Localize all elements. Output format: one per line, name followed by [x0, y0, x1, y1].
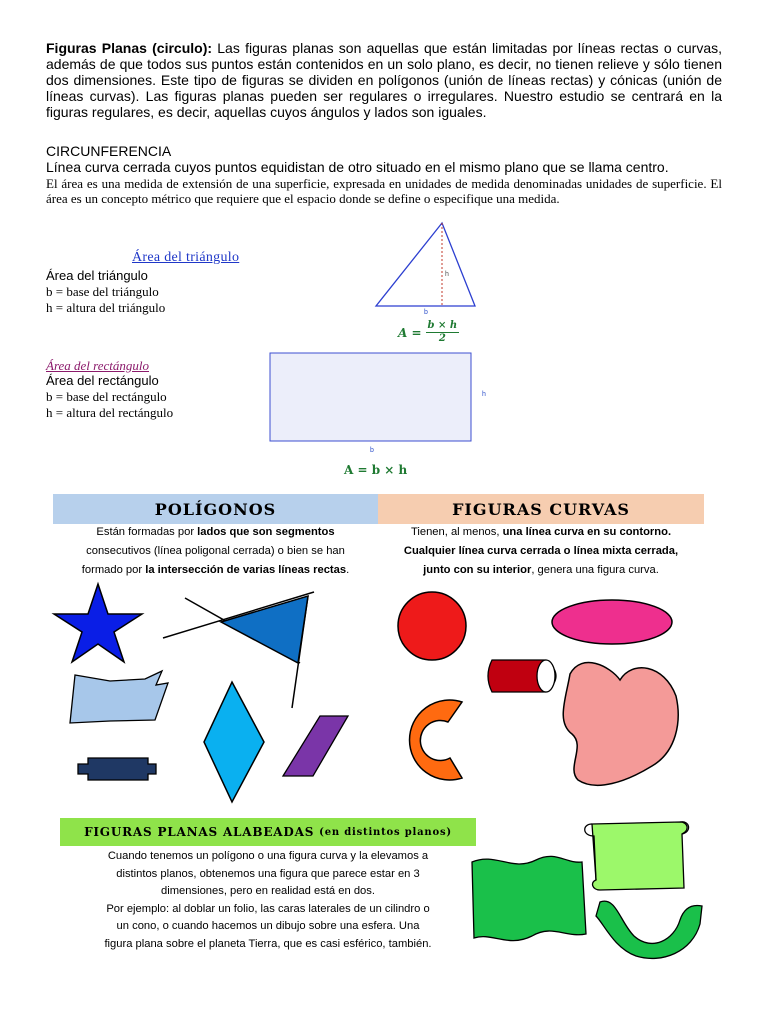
alabeadas-line6: figura plana sobre el planeta Tierra, que es casi esférico, también.: [104, 937, 432, 950]
polygons-illustration: [50, 578, 380, 808]
rectangle-formula: A = b × h: [344, 463, 408, 477]
intro-text: Las figuras planas son aquellas que están limitadas por líneas rectas o curvas, además de que todos sus puntos están contenidos en un solo plano, es decir, no tienen relieve y sólo tienen dos dimensiones. Este tipo de figuras se dividen en polígonos (unión de líneas rectas) y cónicas (unión de líneas curvas). Las figuras planas pueden ser regulares o irregulares. Nuestro estudio se centrará en la figuras regulares, es decir, aquellas cuyos ángulos y lados son iguales.: [46, 40, 722, 120]
curved-ribbon-shape: [596, 901, 702, 958]
curvas-banner: FIGURAS CURVAS: [378, 494, 704, 524]
rectangle-shape: [270, 353, 471, 441]
triangle-figure: [370, 218, 480, 318]
triangle-area-title: Área del triángulo: [132, 250, 240, 265]
intro-paragraph: [46, 40, 722, 120]
rectangle-legend: [46, 373, 173, 421]
triangle-formula-num: b × h: [427, 320, 458, 331]
rectangle-legend-line2: b = base del rectángulo: [46, 389, 167, 404]
triangle-legend: [46, 268, 165, 316]
alabeadas-line5: un cono, o cuando hacemos un dibujo sobre una esfera. Una: [116, 920, 420, 932]
blue-triangle-shape: [221, 596, 308, 663]
triangle-formula-fraction: [426, 320, 460, 345]
ellipse-shape: [552, 600, 672, 644]
curvas-desc-text: Tienen, al menos,: [410, 526, 503, 538]
alabeadas-line4: Por ejemplo: al doblar un folio, las caras laterales de un cilindro o: [106, 902, 430, 915]
warped-figures-illustration: [466, 812, 716, 962]
curvas-description: [378, 523, 704, 580]
star-shape: [54, 584, 142, 662]
alabeadas-banner: [60, 818, 476, 846]
arc-ring-shape: [410, 700, 462, 780]
poligonos-description: [53, 523, 378, 580]
circunferencia-heading: CIRCUNFERENCIA: [46, 143, 172, 159]
curvas-desc-bold: una línea curva en su contorno.: [502, 526, 672, 538]
curvas-desc-line3b: , genera una figura curva.: [531, 564, 659, 576]
intro-title: Figuras Planas (circulo):: [46, 40, 213, 56]
alabeadas-line1: Cuando tenemos un polígono o una figura curva y la elevamos a: [107, 850, 429, 862]
poligonos-desc-line3c: .: [346, 564, 350, 576]
rectangle-label-b: b: [370, 447, 374, 454]
triangle-label-h: h: [445, 271, 449, 278]
curvas-desc-line2: Cualquier línea curva cerrada o línea mixta cerrada,: [403, 545, 679, 557]
curved-figures-illustration: [380, 582, 710, 812]
cylinder-end-shape: [537, 660, 555, 692]
alabeadas-banner-sub: (en distintos planos): [319, 826, 452, 838]
poligonos-desc-line3b: la intersección de varias líneas rectas: [145, 564, 347, 576]
rhombus-shape: [204, 682, 264, 802]
scroll-shape: [592, 822, 687, 890]
circunferencia-section: [46, 143, 722, 175]
triangle-formula-den: 2: [438, 333, 446, 344]
alabeadas-line2: distintos planos, obtenemos una figura que parece estar en 3: [116, 867, 420, 880]
triangle-formula: [398, 320, 459, 345]
triangle-formula-lhs: A =: [398, 325, 422, 340]
poligonos-desc-line2: consecutivos (línea poligonal cerrada) o bien se han: [86, 545, 345, 557]
rectangle-label-h: h: [482, 391, 486, 398]
alabeadas-description: [50, 848, 486, 953]
curvas-desc-line3a: junto con su interior: [423, 564, 532, 576]
alabeadas-banner-main: FIGURAS PLANAS ALABEADAS: [84, 825, 315, 839]
poligonos-desc-text: Están formadas por: [96, 526, 198, 538]
triangle-label-b: b: [424, 309, 428, 316]
triangle-legend-line2: b = base del triángulo: [46, 284, 159, 299]
irregular-curved-shape: [563, 663, 678, 786]
rectangle-legend-line3: h = altura del rectángulo: [46, 405, 174, 420]
alabeadas-line3: dimensiones, pero en realidad está en dos.: [161, 885, 375, 897]
rectangle-legend-line1: Área del rectángulo: [46, 373, 159, 388]
poligonos-banner: POLÍGONOS: [53, 494, 378, 524]
wavy-flag-shape: [472, 856, 586, 940]
rectangle-figure: [268, 350, 498, 458]
circle-shape: [398, 592, 466, 660]
parallelogram-shape: [283, 716, 348, 776]
cross-polygon-shape: [78, 758, 156, 780]
triangle-legend-line3: h = altura del triángulo: [46, 300, 166, 315]
irregular-polygon-shape: [70, 671, 168, 723]
triangle-shape: [376, 223, 475, 306]
triangle-legend-line1: Área del triángulo: [46, 268, 148, 283]
circunferencia-definition: Línea curva cerrada cuyos puntos equidistan de otro situado en el mismo plano que se llama centro.: [46, 159, 669, 175]
poligonos-desc-line3a: formado por: [81, 564, 146, 576]
poligonos-desc-bold: lados que son segmentos: [197, 526, 335, 538]
area-definition: El área es una medida de extensión de una superficie, expresada en unidades de medida denominadas unidades de superficie. El área es un concepto métrico que requiere que el espacio donde se define o especifique una medida.: [46, 176, 722, 206]
rectangle-area-title: Área del rectángulo: [46, 358, 150, 373]
